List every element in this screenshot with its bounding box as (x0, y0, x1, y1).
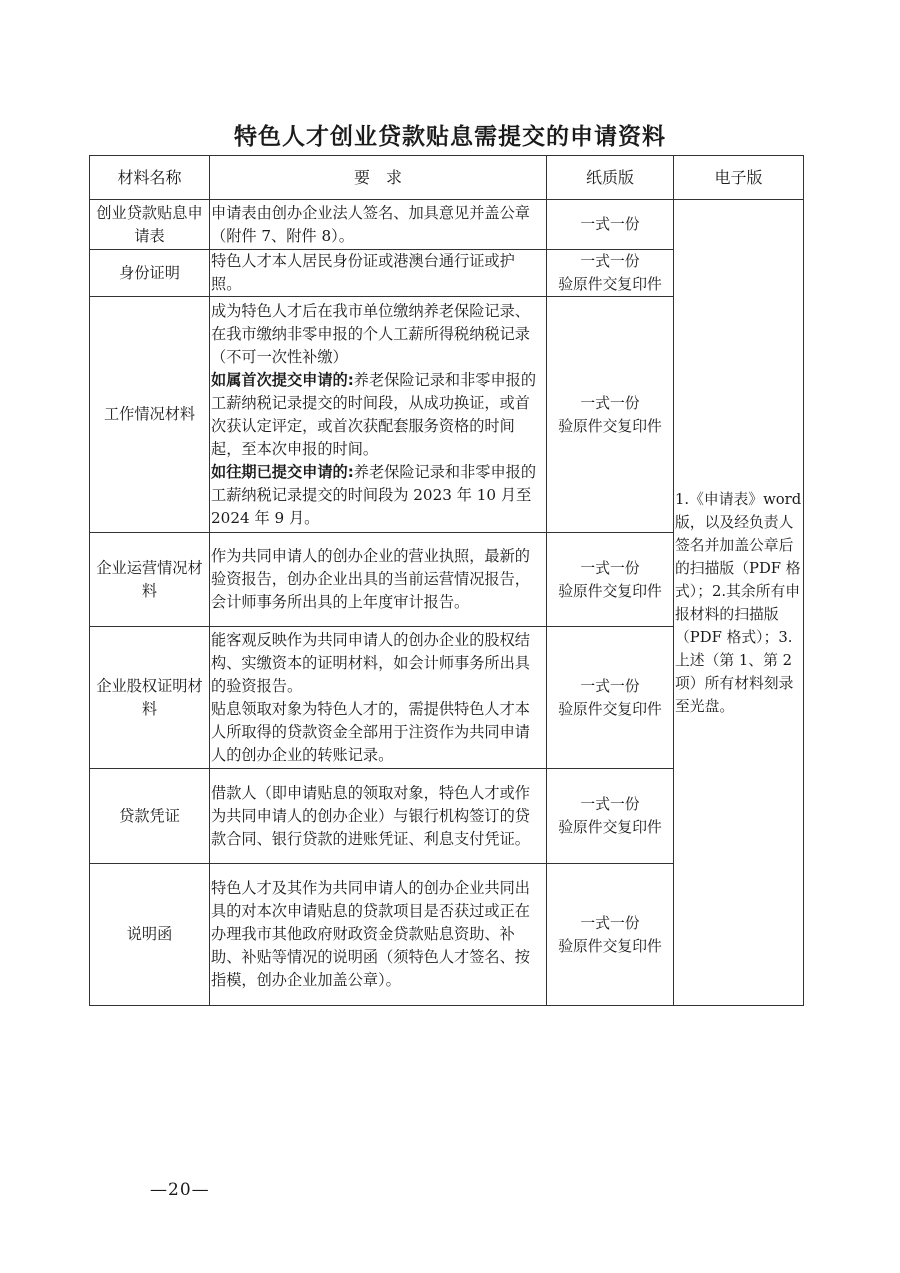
requirement-part-a: 能客观反映作为共同申请人的创办企业的股权结构、实缴资本的证明材料，如会计师事务所出具的验资报告。 (211, 630, 530, 695)
row-name: 贷款凭证 (90, 769, 210, 864)
materials-table (89, 155, 804, 1006)
row-paper (547, 297, 674, 533)
requirement-intro: 成为特色人才后在我市单位缴纳养老保险记录、在我市缴纳非零申报的个人工薪所得税纳税记录（不可一次性补缴） (211, 301, 530, 366)
past-application-label: 如往期已提交申请的: (211, 462, 354, 481)
row-name: 工作情况材料 (90, 297, 210, 533)
paper-verify: 验原件交复印件 (558, 417, 662, 435)
row-paper (547, 627, 674, 769)
paper-copies: 一式一份 (580, 559, 640, 577)
row-requirement: 申请表由创办企业法人签名、加具意见并盖公章（附件 7、附件 8）。 (210, 200, 547, 250)
row-requirement: 借款人（即申请贴息的领取对象，特色人才或作为共同申请人的创办企业）与银行机构签订的贷款合同、银行贷款的进账凭证、利息支付凭证。 (210, 769, 547, 864)
row-paper: 一式一份 (547, 200, 674, 250)
electronic-version-cell: 1.《申请表》word 版，以及经负责人签名并加盖公章后的扫描版（PDF 格式）；2.其余所有申报材料的扫描版（PDF 格式）；3.上述（第 1、第 2 项）所有材料刻录至光盘。 (674, 200, 804, 1006)
row-requirement (210, 627, 547, 769)
row-paper (547, 864, 674, 1006)
paper-verify: 验原件交复印件 (558, 276, 662, 293)
paper-copies: 一式一份 (580, 253, 640, 270)
header-name: 材料名称 (90, 156, 210, 200)
row-name: 身份证明 (90, 250, 210, 297)
row-requirement (210, 297, 547, 533)
row-requirement: 特色人才及其作为共同申请人的创办企业共同出具的对本次申请贴息的贷款项目是否获过或正在办理我市其他政府财政资金贷款贴息资助、补助、补贴等情况的说明函（须特色人才签名、按指模，创办企业加盖公章）。 (210, 864, 547, 1006)
row-name: 企业运营情况材料 (90, 533, 210, 627)
paper-verify: 验原件交复印件 (558, 582, 662, 600)
table-header-row (90, 156, 804, 200)
row-paper (547, 250, 674, 297)
row-paper (547, 533, 674, 627)
header-paper: 纸质版 (547, 156, 674, 200)
row-name: 说明函 (90, 864, 210, 1006)
first-application-text: 养老保险记录和非零申报的工薪纳税记录提交的时间段，从成功换证，或首次获认定评定，或首次获配套服务资格的时间起，至本次申报的时间。 (211, 370, 537, 458)
page-title: 特色人才创业贷款贴息需提交的申请资料 (234, 124, 666, 150)
paper-copies: 一式一份 (580, 796, 640, 813)
row-name: 创业贷款贴息申请表 (90, 200, 210, 250)
paper-copies: 一式一份 (580, 394, 640, 412)
row-paper (547, 769, 674, 864)
table-row (90, 200, 804, 250)
paper-verify: 验原件交复印件 (558, 937, 662, 955)
paper-copies: 一式一份 (580, 914, 640, 932)
requirement-part-b: 贴息领取对象为特色人才的，需提供特色人才本人所取得的贷款资金全部用于注资作为共同申请人的创办企业的转账记录。 (211, 699, 530, 764)
row-name: 企业股权证明材料 (90, 627, 210, 769)
row-requirement: 作为共同申请人的创办企业的营业执照，最新的验资报告，创办企业出具的当前运营情况报告，会计师事务所出具的上年度审计报告。 (210, 533, 547, 627)
row-requirement: 特色人才本人居民身份证或港澳台通行证或护照。 (210, 250, 547, 297)
paper-verify: 验原件交复印件 (558, 700, 662, 718)
paper-copies: 一式一份 (580, 677, 640, 695)
page-number: —20— (150, 1180, 210, 1200)
paper-verify: 验原件交复印件 (558, 819, 662, 836)
header-electronic: 电子版 (674, 156, 804, 200)
past-application-text: 养老保险记录和非零申报的工薪纳税记录提交的时间段为 2023 年 10 月至 2024 年 9 月。 (211, 462, 537, 527)
header-requirement: 要 求 (210, 156, 547, 200)
first-application-label: 如属首次提交申请的: (211, 370, 354, 389)
